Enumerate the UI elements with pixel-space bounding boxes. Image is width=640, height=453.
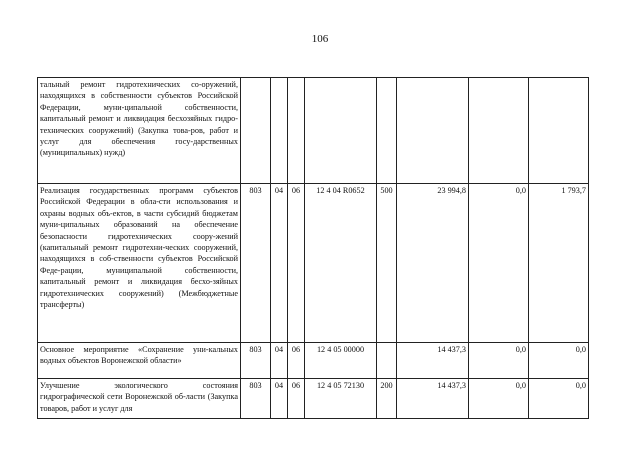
csr-cell: 12 4 05 00000 — [305, 343, 377, 379]
ved-cell: 803 — [241, 343, 271, 379]
pr-cell: 06 — [288, 184, 305, 343]
sum2-cell: 0,0 — [469, 379, 529, 419]
vr-cell: 500 — [377, 184, 397, 343]
vr-cell — [377, 343, 397, 379]
sum3-cell: 0,0 — [529, 343, 589, 379]
row-name: тальный ремонт гидротехнических со-оружений, находящихся в собственности субъектов Российской Федерации, муни-ципальной собственности, капитальный ремонт и ликвидация бесхозяйных гидро-технических сооружений) (Закупка това-ров, работ и услуг для обеспечения госу-дарственных (муниципальных) нужд) — [38, 78, 241, 184]
page-number: 106 — [311, 33, 329, 45]
budget-table — [37, 77, 589, 419]
ved-cell: 803 — [241, 379, 271, 419]
sum2-cell: 0,0 — [469, 184, 529, 343]
sum3-cell: 0,0 — [529, 379, 589, 419]
sum2-cell — [469, 78, 529, 184]
table-row — [38, 78, 589, 184]
ved-cell — [241, 78, 271, 184]
row-name: Улучшение экологического состояния гидрографической сети Воронежской об-ласти (Закупка товаров, работ и услуг для — [38, 379, 241, 419]
table-row — [38, 379, 589, 419]
csr-cell: 12 4 05 72130 — [305, 379, 377, 419]
table-row — [38, 343, 589, 379]
ved-cell: 803 — [241, 184, 271, 343]
vr-cell: 200 — [377, 379, 397, 419]
csr-cell — [305, 78, 377, 184]
table-row — [38, 184, 589, 343]
sum1-cell — [397, 78, 469, 184]
row-name: Основное мероприятие «Сохранение уни-кальных водных объектов Воронежской области» — [38, 343, 241, 379]
sum3-cell — [529, 78, 589, 184]
csr-cell: 12 4 04 R0652 — [305, 184, 377, 343]
rz-cell: 04 — [271, 343, 288, 379]
row-name: Реализация государственных программ субъектов Российской Федерации в обла-сти использования и охраны водных объ-ектов, в части субсидий бюджетам муни-ципальных образований на обеспечение безопасности гидротехнических соору-жений (капитальный ремонт гидротехни-ческих сооружений, находящихся в соб-ственности субъектов Российской Феде-рации, муниципальной собственности, капитальный ремонт и ликвидация бесхо-зяйных гидротехнических сооружений) (Межбюджетные трансферты) — [38, 184, 241, 343]
pr-cell: 06 — [288, 379, 305, 419]
sum1-cell: 23 994,8 — [397, 184, 469, 343]
rz-cell: 04 — [271, 184, 288, 343]
sum1-cell: 14 437,3 — [397, 379, 469, 419]
sum1-cell: 14 437,3 — [397, 343, 469, 379]
vr-cell — [377, 78, 397, 184]
sum3-cell: 1 793,7 — [529, 184, 589, 343]
pr-cell: 06 — [288, 343, 305, 379]
rz-cell — [271, 78, 288, 184]
rz-cell: 04 — [271, 379, 288, 419]
sum2-cell: 0,0 — [469, 343, 529, 379]
pr-cell — [288, 78, 305, 184]
